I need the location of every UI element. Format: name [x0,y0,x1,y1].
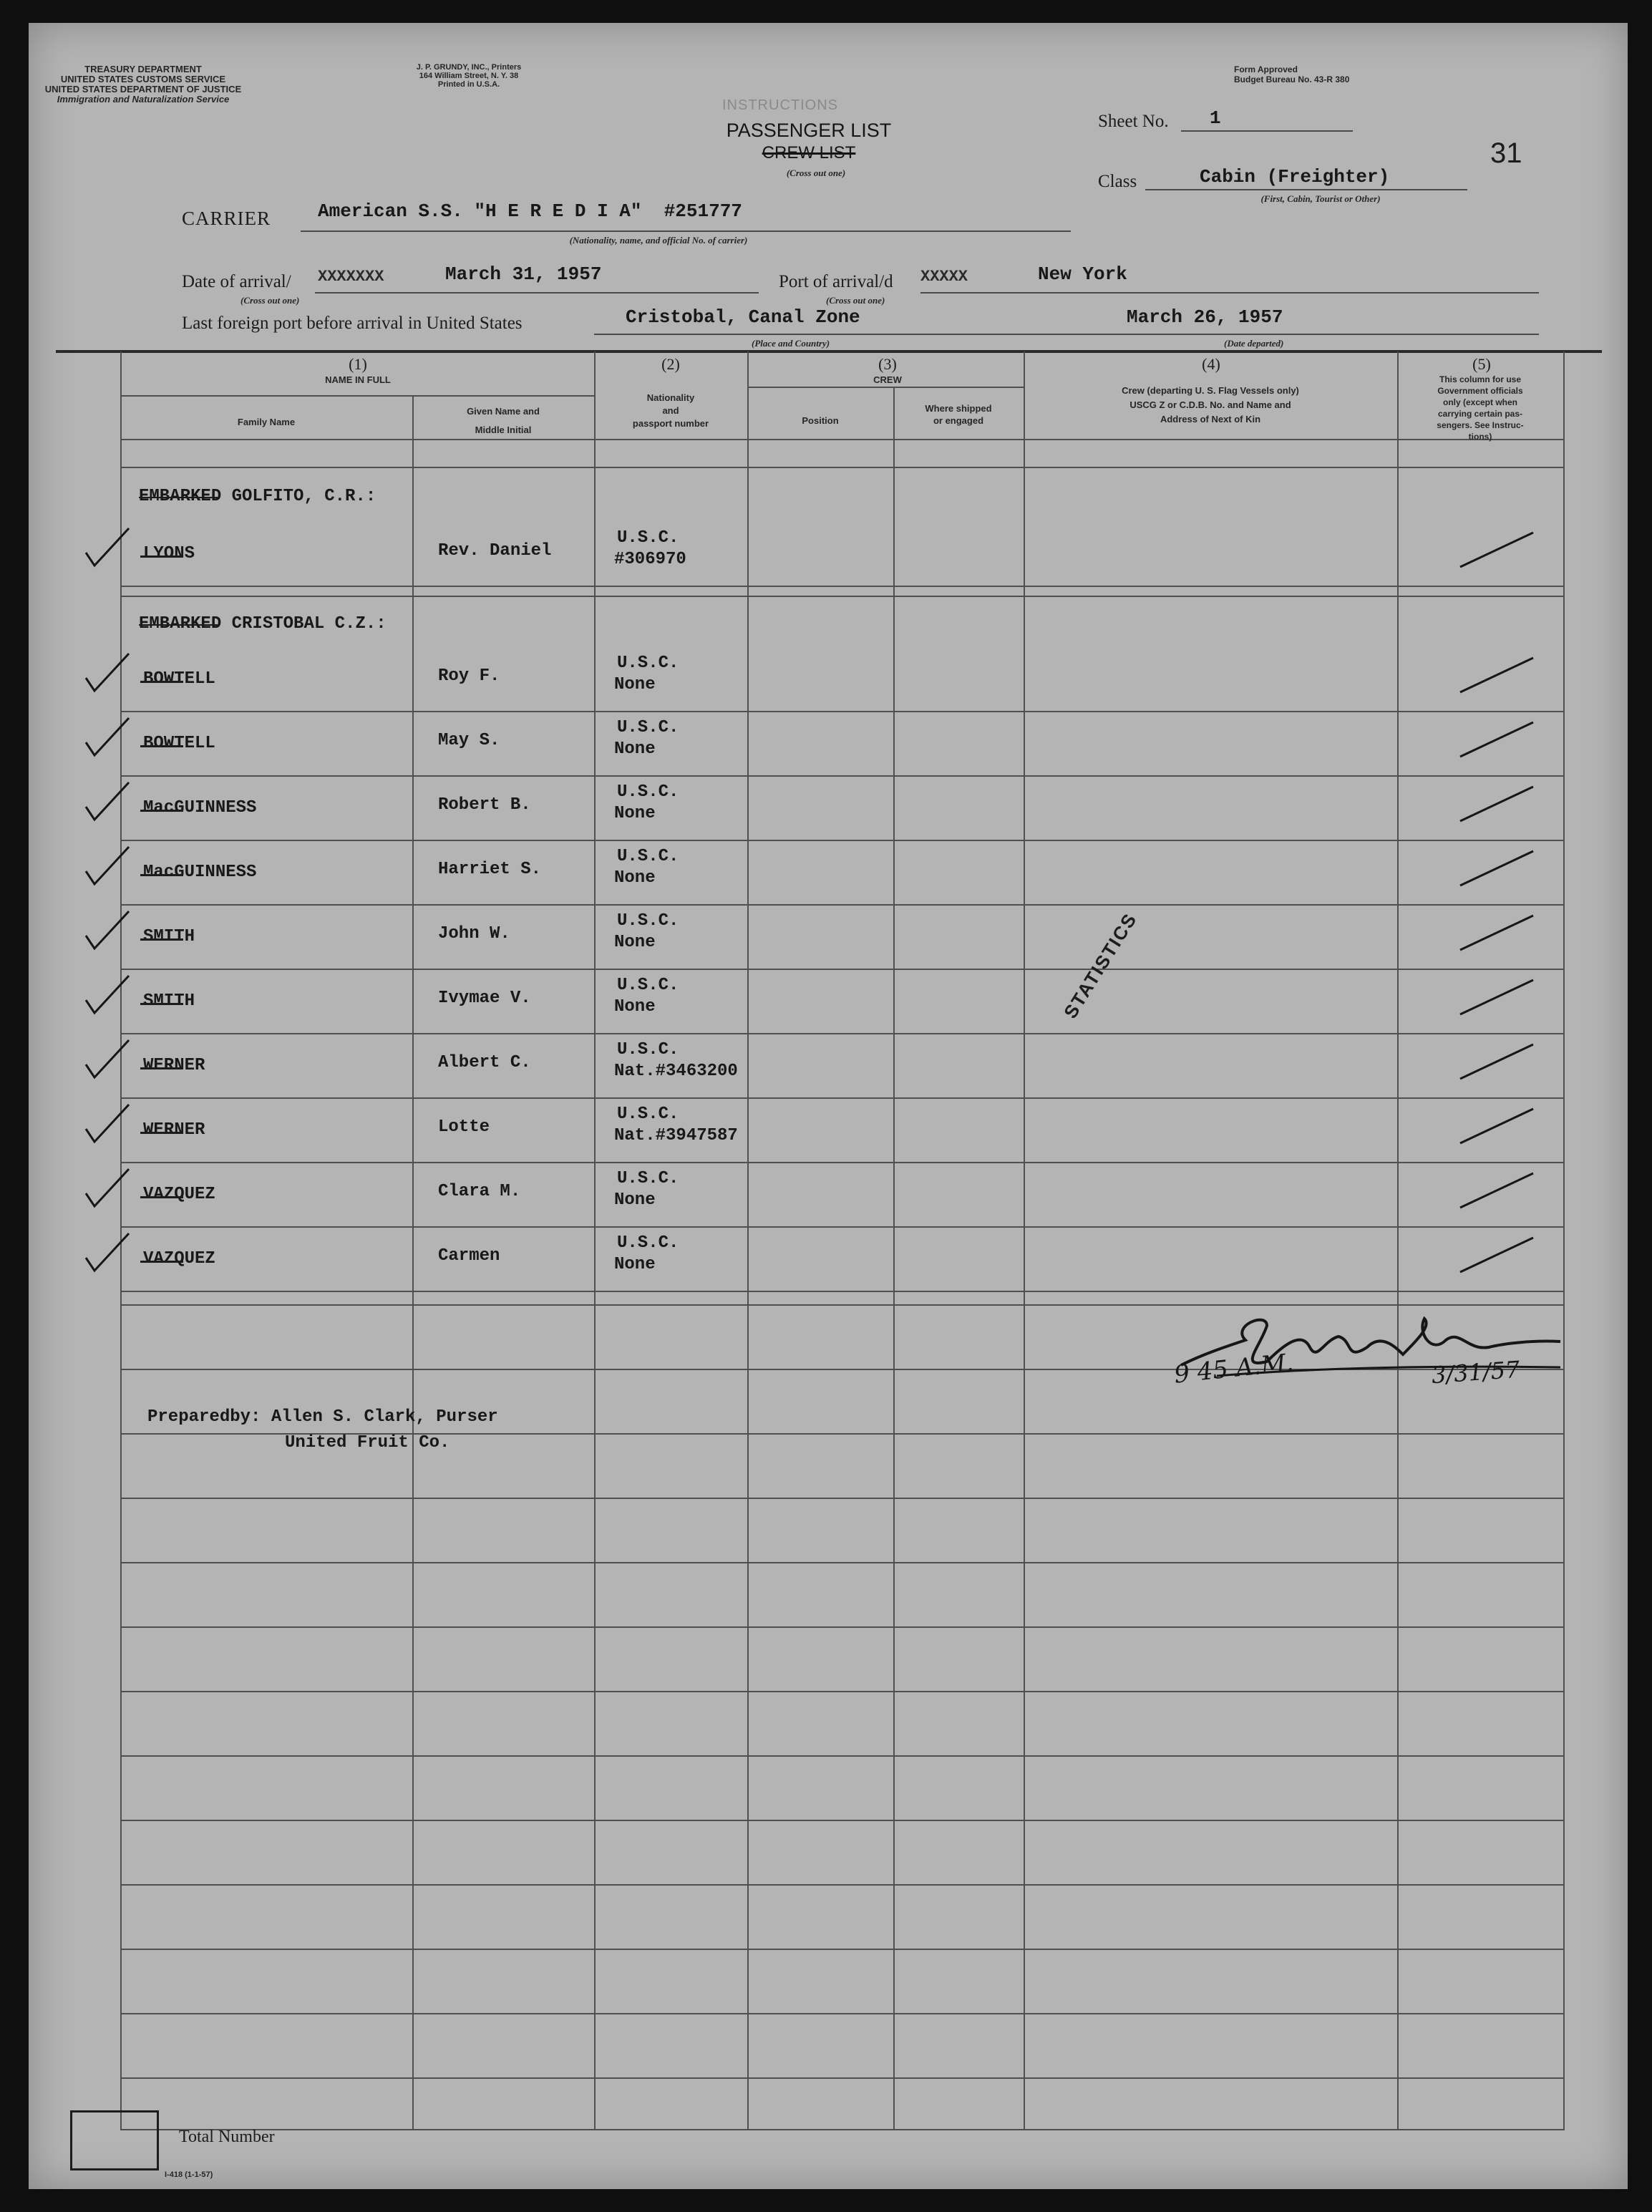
passenger-given-name: Clara M. [438,1182,521,1201]
check-mark-icon [79,1100,136,1150]
signature-date: 3/31/57 [1430,1355,1521,1389]
passenger-family-name: WERNER [143,1056,205,1075]
given-name-header: Given Name and Middle Initial [467,406,540,435]
row-rule [120,1097,1565,1099]
row-rule [120,1691,1565,1692]
row-rule [120,1498,1565,1499]
row-rule [120,969,1565,970]
date-departed-value: March 26, 1957 [1127,306,1283,328]
class-value: Cabin (Freighter) [1200,166,1390,188]
passenger-family-name: VAZQUEZ [143,1249,215,1268]
check-mark-icon [79,778,136,828]
col-4-number: (4) [1202,355,1220,373]
section-strike [139,497,218,498]
government-slash-mark [1457,845,1543,896]
government-slash-mark [1457,1103,1543,1153]
passenger-nationality: U.S.C. [617,1233,679,1253]
date-of-arrival-label: Date of arrival/ [182,272,291,291]
port-underline [920,292,1539,294]
passenger-given-name: Albert C. [438,1053,531,1072]
printer-line: J. P. GRUNDY, INC., Printers [416,63,522,72]
section-label-cristobal: EMBARKED CRISTOBAL C.Z.: [139,614,387,634]
row-rule [120,1291,1565,1292]
col-rule [1563,351,1565,2130]
row-rule [120,1884,1565,1886]
date-departed-hint: (Date departed) [1224,338,1284,349]
header-rule [120,395,594,397]
cross-out-hint: (Cross out one) [786,168,846,178]
passenger-family-name: SMITH [143,927,195,946]
printer-line: 164 William Street, N. Y. 38 [419,72,519,80]
signature-time-note: 9 45 A.M. [1172,1348,1296,1389]
agency-line: Immigration and Naturalization Service [57,94,230,105]
row-rule [120,711,1565,712]
total-number-label: Total Number [179,2128,275,2146]
total-number-box [70,2110,159,2170]
carrier-value: American S.S. "H E R E D I A" #251777 [318,200,742,222]
family-name-strike [140,681,183,683]
col-rule [893,388,895,2130]
carrier-label: CARRIER [182,208,271,229]
government-slash-mark [1457,1039,1543,1089]
government-slash-mark [1457,910,1543,960]
row-rule [120,1226,1565,1228]
government-slash-mark [1457,652,1543,702]
check-mark-icon [79,524,136,574]
section-strike [139,624,218,626]
passenger-passport-number: None [614,739,656,759]
passenger-given-name: May S. [438,731,500,750]
passenger-passport-number: Nat.#3947587 [614,1126,738,1145]
nationality-header: Nationality and passport number [632,392,709,429]
agency-line: UNITED STATES CUSTOMS SERVICE [60,74,226,84]
passenger-passport-number: None [614,675,656,694]
check-mark-icon [79,843,136,893]
row-rule [120,2077,1565,2079]
government-use-header: This column for use Government officials only (except when carrying certain pas- sengers. See Instruc- tions) [1437,374,1524,442]
statistics-stamp: STATISTICS [1059,908,1142,1022]
table-bottom-rule [120,2129,1565,2130]
passenger-family-name: VAZQUEZ [143,1185,215,1204]
passenger-family-name: MacGUINNESS [143,863,257,882]
row-rule [120,1562,1565,1563]
col-rule [1397,351,1399,2130]
passenger-family-name: BOWTELL [143,734,215,753]
government-slash-mark [1457,527,1543,577]
family-name-strike [140,810,183,812]
passenger-nationality: U.S.C. [617,528,679,548]
passenger-passport-number: None [614,1255,656,1274]
passenger-nationality: U.S.C. [617,976,679,995]
government-slash-mark [1457,1168,1543,1218]
check-mark-icon [79,1036,136,1086]
port-crossed-out: XXXXX [920,268,968,286]
row-rule [120,1949,1565,1950]
passenger-family-name: WERNER [143,1120,205,1140]
row-rule [120,1755,1565,1757]
family-name-header: Family Name [237,417,296,427]
row-rule [120,840,1565,841]
passenger-nationality: U.S.C. [617,654,679,673]
col-3-number: (3) [878,355,897,373]
passenger-family-name: SMITH [143,991,195,1011]
passenger-given-name: Rev. Daniel [438,541,552,561]
section-label-golfito: EMBARKED GOLFITO, C.R.: [139,487,376,506]
date-hint: (Cross out one) [240,295,300,306]
passenger-given-name: Robert B. [438,795,531,815]
class-hint: (First, Cabin, Tourist or Other) [1260,193,1381,204]
agency-block [36,64,251,105]
check-mark-icon [79,714,136,764]
class-label: Class [1098,172,1137,191]
passenger-given-name: Harriet S. [438,860,542,879]
passenger-given-name: Roy F. [438,666,500,686]
passenger-nationality: U.S.C. [617,718,679,737]
passenger-passport-number: None [614,804,656,823]
sheet-underline [1181,130,1353,132]
family-name-strike [140,874,183,876]
date-crossed-out: XXXXXXX [318,268,384,286]
passenger-nationality: U.S.C. [617,1040,679,1059]
row-rule [120,775,1565,777]
passenger-family-name: LYONS [143,544,195,563]
family-name-strike [140,1132,183,1134]
passenger-given-name: John W. [438,924,510,944]
government-slash-mark [1457,1232,1543,1282]
header-rule [120,439,1565,440]
family-name-strike [140,1067,183,1069]
form-approved-line: Budget Bureau No. 43-R 380 [1234,74,1350,84]
header-rule [747,387,1024,388]
passenger-nationality: U.S.C. [617,847,679,866]
row-rule [120,586,1565,587]
date-underline [315,292,759,294]
passenger-list-title: PASSENGER LIST [726,120,892,141]
last-port-value: Cristobal, Canal Zone [626,306,860,328]
printer-line: Printed in U.S.A. [437,80,500,89]
row-rule [120,1033,1565,1034]
carrier-hint: (Nationality, name, and official No. of carrier) [569,235,748,246]
passenger-nationality: U.S.C. [617,1105,679,1124]
col-1-title: NAME IN FULL [325,374,391,385]
agency-line: UNITED STATES DEPARTMENT OF JUSTICE [44,84,242,94]
prepared-by-company: United Fruit Co. [285,1433,450,1452]
last-port-hint: (Place and Country) [752,338,830,349]
passenger-given-name: Lotte [438,1117,490,1137]
table-top-rule [56,350,1602,353]
row-rule [120,596,1565,597]
family-name-strike [140,745,183,747]
last-port-underline [594,334,1539,335]
check-mark-icon [79,907,136,957]
passenger-family-name: MacGUINNESS [143,798,257,818]
carrier-underline [301,231,1071,232]
family-name-strike [140,1003,183,1005]
col-5-number: (5) [1472,355,1491,373]
form-approved [1234,64,1434,84]
passenger-nationality: U.S.C. [617,911,679,931]
government-slash-mark [1457,717,1543,767]
passenger-passport-number: None [614,1190,656,1210]
row-rule [120,1820,1565,1821]
col-rule [1024,351,1025,2130]
crew-header: CREW [873,374,902,385]
row-rule [120,1162,1565,1163]
family-name-strike [140,938,183,941]
port-of-arrival-value: New York [1038,263,1127,285]
instructions-heading: INSTRUCTIONS [722,97,838,113]
family-name-strike [140,1261,183,1263]
check-mark-icon [79,1229,136,1279]
row-rule [120,467,1565,468]
passenger-nationality: U.S.C. [617,1169,679,1188]
row-rule [120,1626,1565,1628]
position-header: Position [802,415,839,426]
sheet-value: 1 [1210,107,1221,129]
prepared-by-line: Preparedby: Allen S. Clark, Purser [147,1407,498,1427]
family-name-strike [140,1196,183,1198]
passenger-passport-number: None [614,868,656,888]
col-1-number: (1) [349,355,367,373]
passenger-family-name: BOWTELL [143,669,215,689]
passenger-passport-number: None [614,997,656,1017]
signature-mark [1160,1297,1589,1405]
form-approved-line: Form Approved [1234,64,1298,74]
crew-kin-header: Crew (departing U. S. Flag Vessels only) USCG Z or C.D.B. No. and Name and Address of Next of Kin [1122,385,1299,425]
agency-line: TREASURY DEPARTMENT [84,64,202,74]
passenger-given-name: Ivymae V. [438,989,531,1008]
col-2-number: (2) [661,355,680,373]
document-sheet [29,23,1628,2189]
port-of-arrival-label: Port of arrival/d [779,272,893,291]
col-rule [747,351,749,2130]
passenger-passport-number: Nat.#3463200 [614,1062,738,1081]
printer-block [387,63,551,89]
check-mark-icon [79,971,136,1022]
passenger-passport-number: #306970 [614,550,686,569]
passenger-given-name: Carmen [438,1246,500,1266]
form-id: I-418 (1-1-57) [165,2170,213,2179]
class-underline [1145,189,1467,190]
check-mark-icon [79,649,136,699]
header-rule [412,395,414,2129]
page-number: 31 [1490,137,1522,169]
government-slash-mark [1457,781,1543,831]
government-slash-mark [1457,974,1543,1024]
check-mark-icon [79,1165,136,1215]
family-name-strike [140,556,183,558]
crew-list-title: CREW LIST [762,143,856,162]
last-port-label: Last foreign port before arrival in United States [182,314,523,333]
sheet-label: Sheet No. [1098,112,1169,131]
where-shipped-header: Where shipped or engaged [925,403,992,426]
date-of-arrival-value: March 31, 1957 [445,263,602,285]
passenger-nationality: U.S.C. [617,782,679,802]
row-rule [120,2013,1565,2014]
col-rule [594,351,596,2130]
row-rule [120,904,1565,906]
port-hint: (Cross out one) [826,295,885,306]
passenger-passport-number: None [614,933,656,952]
